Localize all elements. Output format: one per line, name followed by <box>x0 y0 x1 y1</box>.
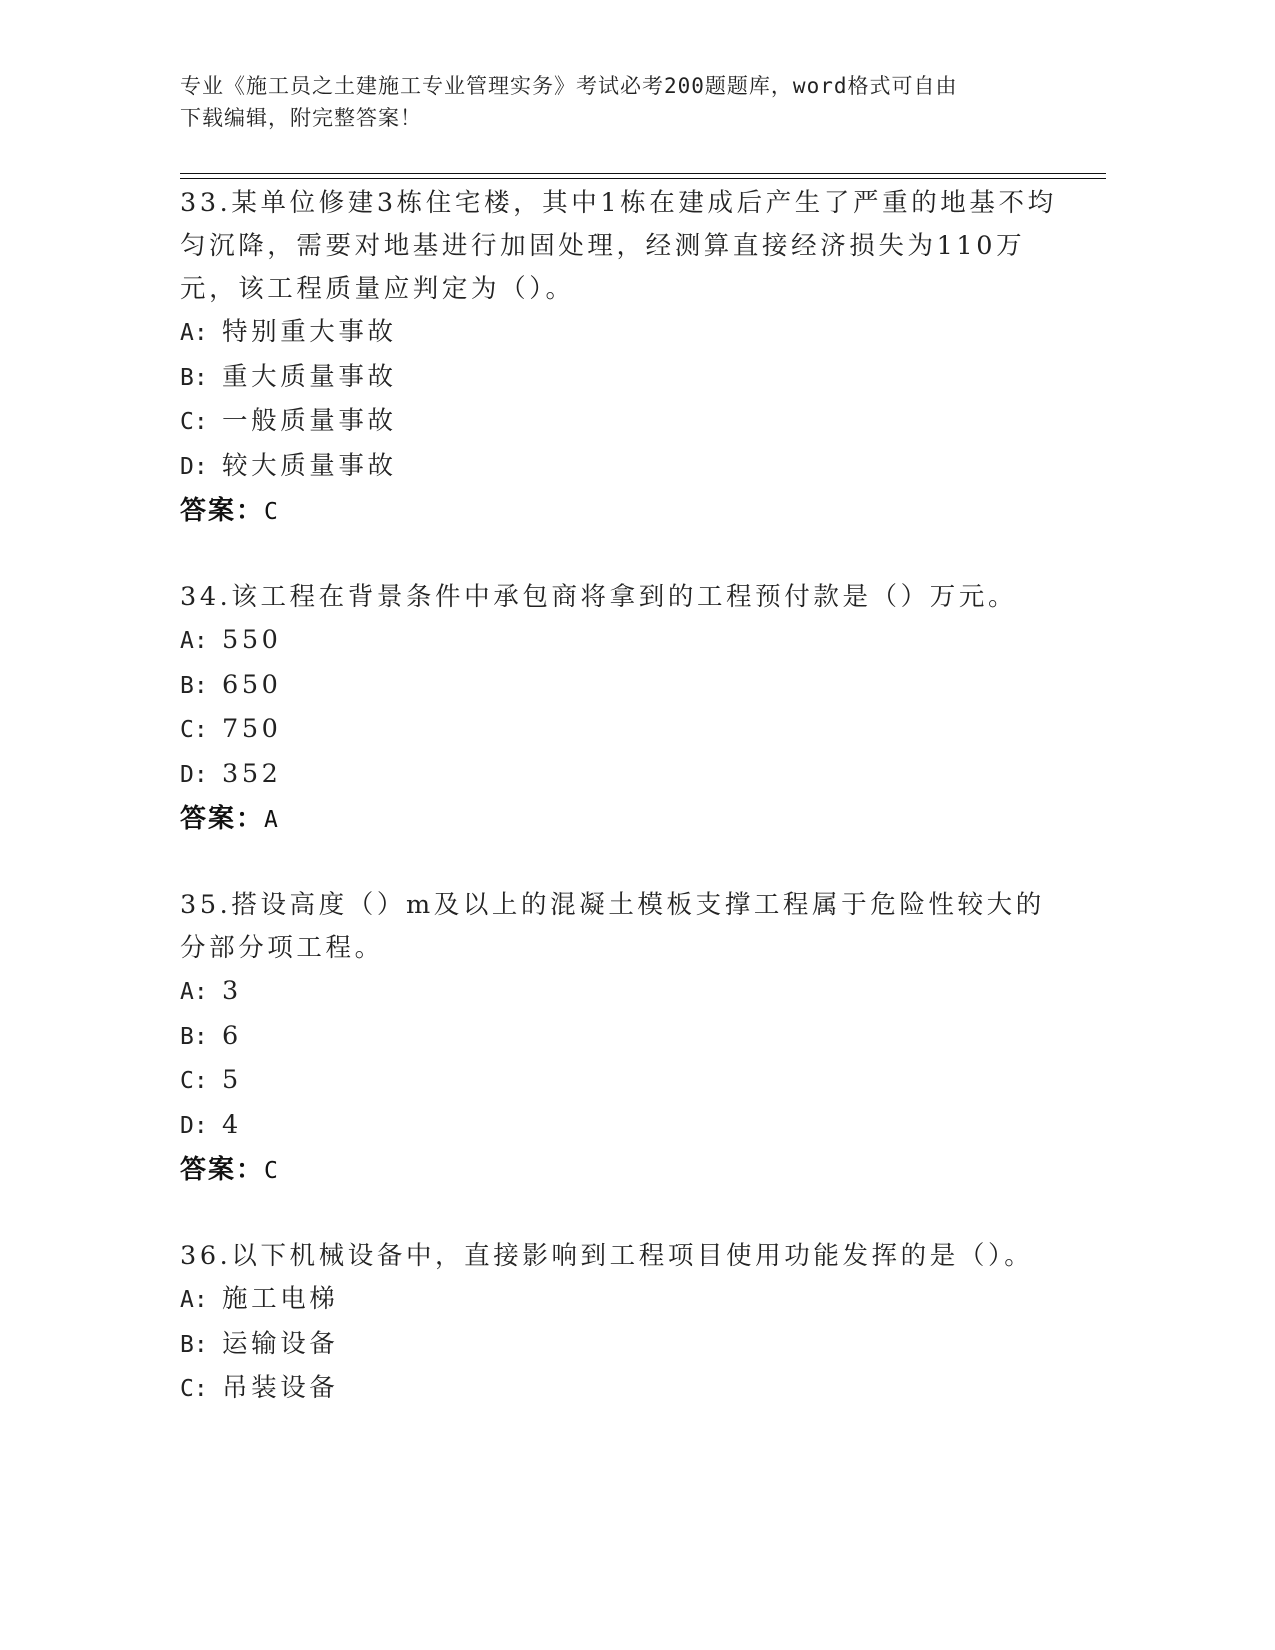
answer-value: C <box>264 499 280 525</box>
option-text: 5 <box>222 1065 242 1095</box>
header-line-2: 下载编辑，附完整答案！ <box>180 106 422 130</box>
header-divider-bottom <box>180 178 1106 179</box>
answer-value: A <box>264 807 280 833</box>
option-text: 750 <box>222 714 282 744</box>
option-b <box>180 1323 1060 1368</box>
option-letter: A: <box>180 628 208 654</box>
option-letter: B: <box>180 364 208 391</box>
option-text: 4 <box>222 1109 242 1140</box>
option-d <box>180 753 1060 798</box>
option-text: 一般质量事故 <box>222 406 397 436</box>
question-text: 33.某单位修建3栋住宅楼，其中1栋在建成后产生了严重的地基不均匀沉降，需要对地基进行加固处理，经测算直接经济损失为110万元，该工程质量应判定为（）。 <box>180 188 1057 304</box>
answer-line <box>180 797 1060 842</box>
option-letter: B: <box>180 1331 208 1358</box>
question-text: 35.搭设高度（）m及以上的混凝土模板支撑工程属于危险性较大的分部分项工程。 <box>180 890 1045 963</box>
option-text: 运输设备 <box>222 1328 339 1359</box>
option-b <box>180 356 1060 401</box>
option-text: 3 <box>222 976 242 1006</box>
question-36 <box>180 1235 1060 1412</box>
option-c <box>180 1367 1060 1412</box>
option-letter: D: <box>180 453 208 480</box>
option-letter: D: <box>180 761 208 788</box>
answer-label: 答案： <box>180 496 265 526</box>
option-text: 550 <box>222 625 282 655</box>
answer-value: C <box>264 1158 280 1184</box>
option-b <box>180 1015 1060 1060</box>
option-text: 吊装设备 <box>222 1373 339 1403</box>
option-letter: B: <box>180 672 208 699</box>
document-header <box>180 70 1060 134</box>
option-text: 重大质量事故 <box>222 361 397 392</box>
option-text: 352 <box>222 758 282 789</box>
option-text: 特别重大事故 <box>222 317 397 347</box>
question-33 <box>180 182 1060 534</box>
option-letter: C: <box>180 409 208 435</box>
option-a <box>180 311 1060 356</box>
question-34 <box>180 576 1060 842</box>
header-line-1: 专业《施工员之土建施工专业管理实务》考试必考200题题库，word格式可自由 <box>180 74 958 98</box>
option-text: 650 <box>222 669 282 700</box>
option-c <box>180 1059 1060 1104</box>
option-c <box>180 400 1060 445</box>
question-text: 36.以下机械设备中，直接影响到工程项目使用功能发挥的是（）。 <box>180 1241 1034 1271</box>
question-list <box>180 182 1060 1454</box>
option-text: 施工电梯 <box>222 1284 339 1314</box>
answer-line <box>180 1148 1060 1193</box>
option-letter: C: <box>180 1376 208 1402</box>
option-a <box>180 619 1060 664</box>
question-35 <box>180 884 1060 1193</box>
option-c <box>180 708 1060 753</box>
option-letter: A: <box>180 320 208 346</box>
option-d <box>180 1104 1060 1149</box>
option-letter: C: <box>180 1068 208 1094</box>
option-letter: D: <box>180 1112 208 1139</box>
option-letter: C: <box>180 717 208 743</box>
answer-line <box>180 489 1060 534</box>
option-b <box>180 664 1060 709</box>
question-text: 34.该工程在背景条件中承包商将拿到的工程预付款是（）万元。 <box>180 582 1018 612</box>
answer-label: 答案： <box>180 804 265 834</box>
option-letter: A: <box>180 1287 208 1313</box>
option-d <box>180 445 1060 490</box>
option-a <box>180 970 1060 1015</box>
answer-label: 答案： <box>180 1155 265 1185</box>
header-divider-top <box>180 173 1106 174</box>
option-text: 6 <box>222 1020 242 1051</box>
option-a <box>180 1278 1060 1323</box>
option-letter: B: <box>180 1023 208 1050</box>
option-letter: A: <box>180 979 208 1005</box>
option-text: 较大质量事故 <box>222 450 397 481</box>
